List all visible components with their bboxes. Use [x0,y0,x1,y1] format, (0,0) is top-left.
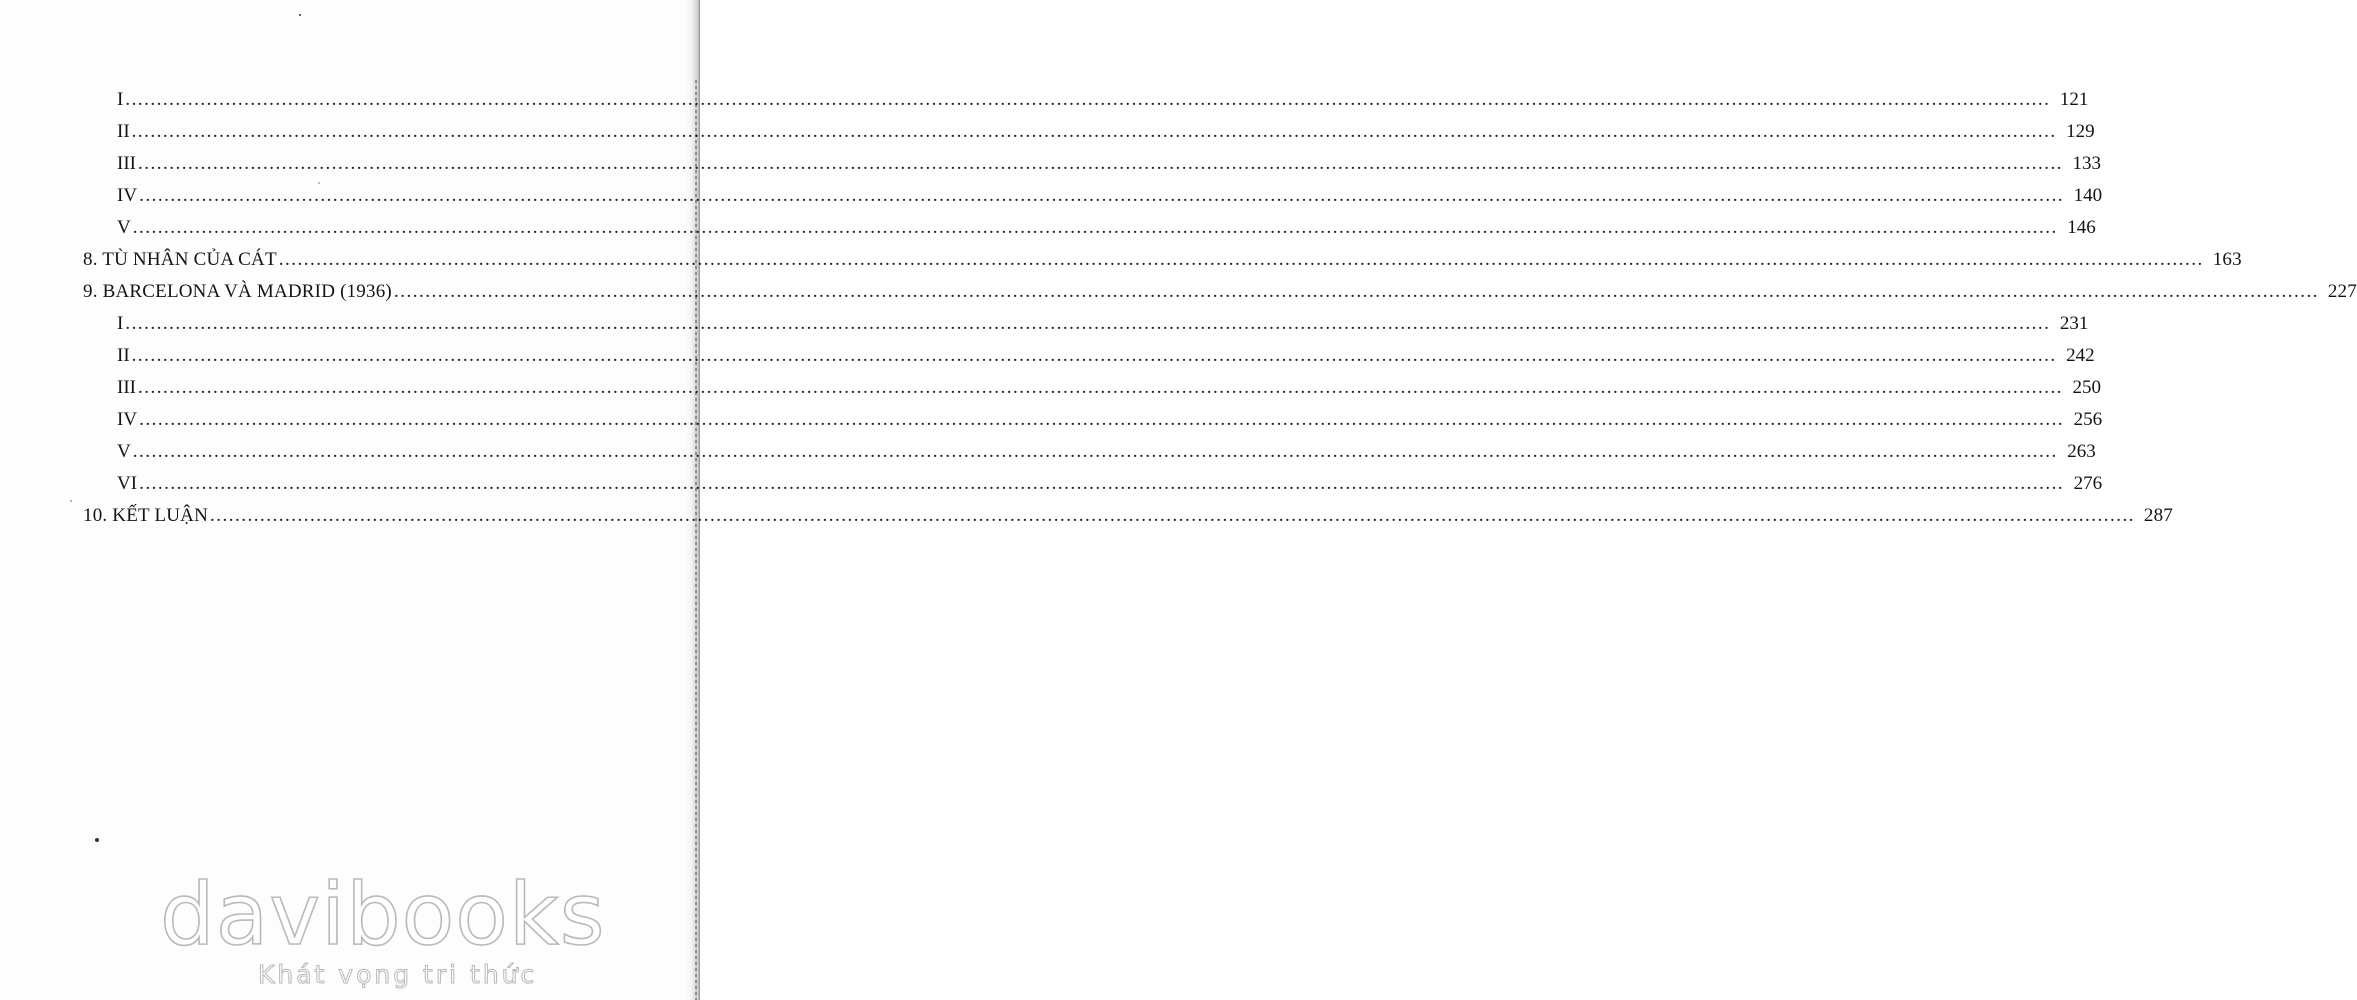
toc-dot-leader [210,500,2135,532]
toc-entry-page: 146 [2067,217,2096,238]
toc-entry-page: 133 [2072,153,2101,174]
toc-dot-leader [133,212,2058,244]
toc-chapter-entry [83,500,2174,532]
toc-entry-label: V [117,217,131,238]
toc-dot-leader [125,84,2050,116]
toc-entry-label: IV [117,185,138,206]
toc-entry [83,116,2095,148]
toc-dot-leader [125,308,2050,340]
toc-entry-label: III [117,377,136,398]
scan-speck [299,14,301,16]
scan-speck [318,182,320,184]
toc-entry [83,372,2101,404]
toc-entry-label: III [117,153,136,174]
toc-entry [83,84,2089,116]
toc-entry-label: II [117,345,130,366]
scan-speck [70,500,72,502]
toc-entry [83,468,2103,500]
toc-entry-page: 250 [2072,377,2101,398]
toc-entry-page: 287 [2143,505,2174,526]
toc-dot-leader [139,180,2064,212]
toc-entry-page: 263 [2067,441,2096,462]
toc-entry [83,308,2089,340]
toc-entry-page: 163 [2212,249,2242,270]
toc-entry-page: 276 [2073,473,2103,494]
toc-entry-page: 231 [2059,313,2089,334]
toc-dot-leader [133,436,2058,468]
toc-entry-label: I [117,89,124,110]
toc-dot-leader [132,340,2057,372]
toc-entry [83,212,2096,244]
toc-entry-label: V [117,441,131,462]
toc-dot-leader [139,468,2064,500]
toc-dot-leader [279,244,2204,276]
toc-chapter-entry [83,244,2242,276]
toc-entry [83,436,2096,468]
toc-entry [83,340,2095,372]
toc-dot-leader [138,372,2063,404]
toc-entry-page: 227 [2327,281,2357,302]
toc-entry-page: 256 [2073,409,2103,430]
toc-dot-leader [132,116,2057,148]
toc-entry-page: 242 [2066,345,2095,366]
watermark-slogan: Khát vọng tri thức [258,960,538,989]
toc-entry-label: I [117,313,124,334]
toc-entry-label: VI [117,473,138,494]
toc-entry [83,180,2103,212]
toc-dot-leader [139,404,2064,436]
scan-shadow-edge [686,0,700,1000]
toc-chapter-title: 9. BARCELONA VÀ MADRID (1936) [83,281,392,302]
watermark [0,860,700,1000]
table-of-contents [83,84,2357,532]
davibooks-logo [160,865,606,966]
toc-entry [83,148,2101,180]
toc-entry-page: 121 [2059,89,2089,110]
toc-entry-label: II [117,121,130,142]
toc-dot-leader [138,148,2063,180]
toc-entry [83,404,2103,436]
toc-dot-leader [394,276,2319,308]
watermark-brand-text: davibooks [160,865,606,965]
toc-entry-label: IV [117,409,138,430]
toc-entry-page: 129 [2066,121,2095,142]
scan-speck [95,838,99,842]
toc-chapter-title: 8. TÙ NHÂN CỦA CÁT [83,249,277,270]
toc-chapter-title: 10. KẾT LUẬN [83,505,209,526]
toc-chapter-entry [83,276,2357,308]
toc-entry-page: 140 [2073,185,2103,206]
